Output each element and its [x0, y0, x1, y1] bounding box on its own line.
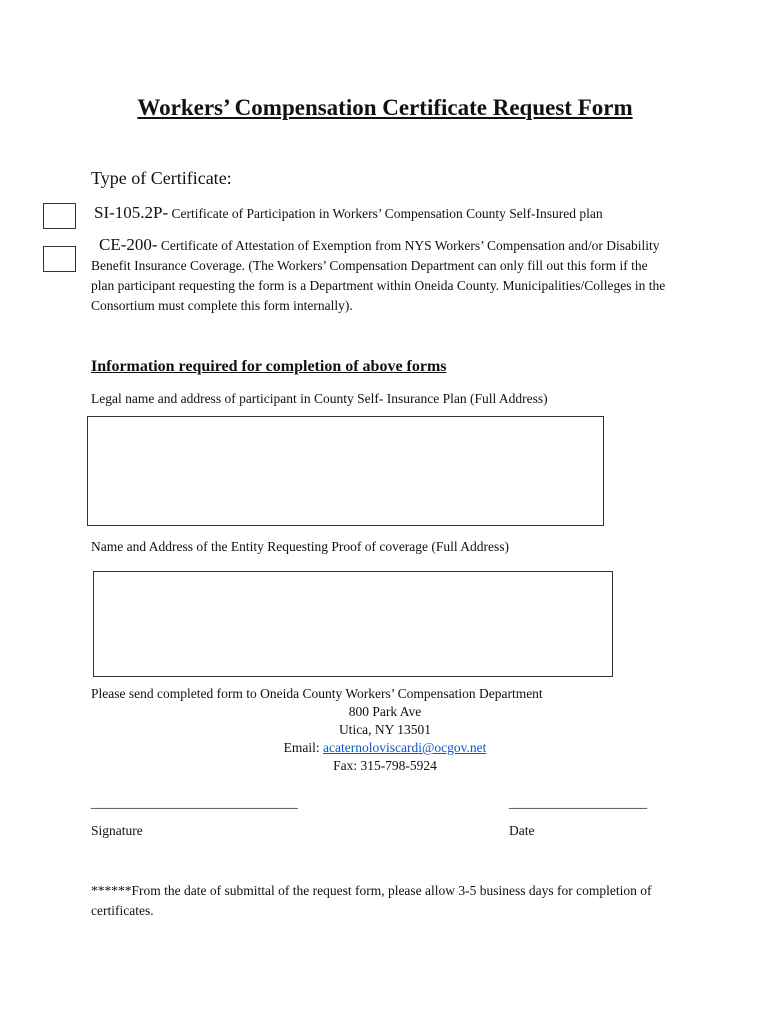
- page-title: Workers’ Compensation Certificate Request Form: [137, 95, 633, 120]
- signature-line[interactable]: _________________________________: [91, 795, 298, 810]
- processing-note: ******From the date of submittal of the request form, please allow 3-5 business days for completion of certificates.: [91, 883, 652, 918]
- date-label: Date: [509, 823, 535, 838]
- option-code: SI-105.2P-: [94, 203, 169, 222]
- signature-label: Signature: [91, 823, 143, 838]
- email-link[interactable]: acaternoloviscardi@ocgov.net: [323, 740, 487, 755]
- email-label: Email:: [283, 740, 323, 755]
- fax-line: Fax: 315-798-5924: [333, 758, 437, 773]
- email-line: [0, 740, 770, 756]
- street-address: 800 Park Ave: [348, 704, 422, 719]
- checkbox-si-105-2p[interactable]: [43, 203, 76, 229]
- option-description: Certificate of Participation in Workers’ Compensation County Self-Insured plan: [168, 206, 603, 221]
- option-description: Certificate of Attestation of Exemption from NYS Workers’ Compensation and/or Disability Benefit Insurance Coverage. (The Workers’ Compensation Department can only fill out this form if the plan participant requesting the form is a Department within Oneida County. Municipalities/Colleges in the Consortium must complete this form internally).: [91, 238, 666, 313]
- option-si-105-2p: [94, 203, 603, 223]
- requesting-entity-label: Name and Address of the Entity Requesting Proof of coverage (Full Address): [91, 539, 510, 554]
- participant-address-label: Legal name and address of participant in County Self- Insurance Plan (Full Address): [91, 391, 548, 406]
- requesting-entity-field[interactable]: [93, 571, 613, 677]
- option-ce-200: [91, 235, 671, 316]
- send-instructions: Please send completed form to Oneida County Workers’ Compensation Department: [91, 686, 543, 701]
- certificate-type-label: Type of Certificate:: [91, 168, 232, 188]
- date-line[interactable]: ______________________: [509, 795, 647, 810]
- city-address: Utica, NY 13501: [338, 722, 432, 737]
- participant-address-field[interactable]: [87, 416, 604, 526]
- checkbox-ce-200[interactable]: [43, 246, 76, 272]
- section-heading: Information required for completion of above forms: [91, 358, 447, 375]
- option-code: CE-200-: [99, 235, 158, 254]
